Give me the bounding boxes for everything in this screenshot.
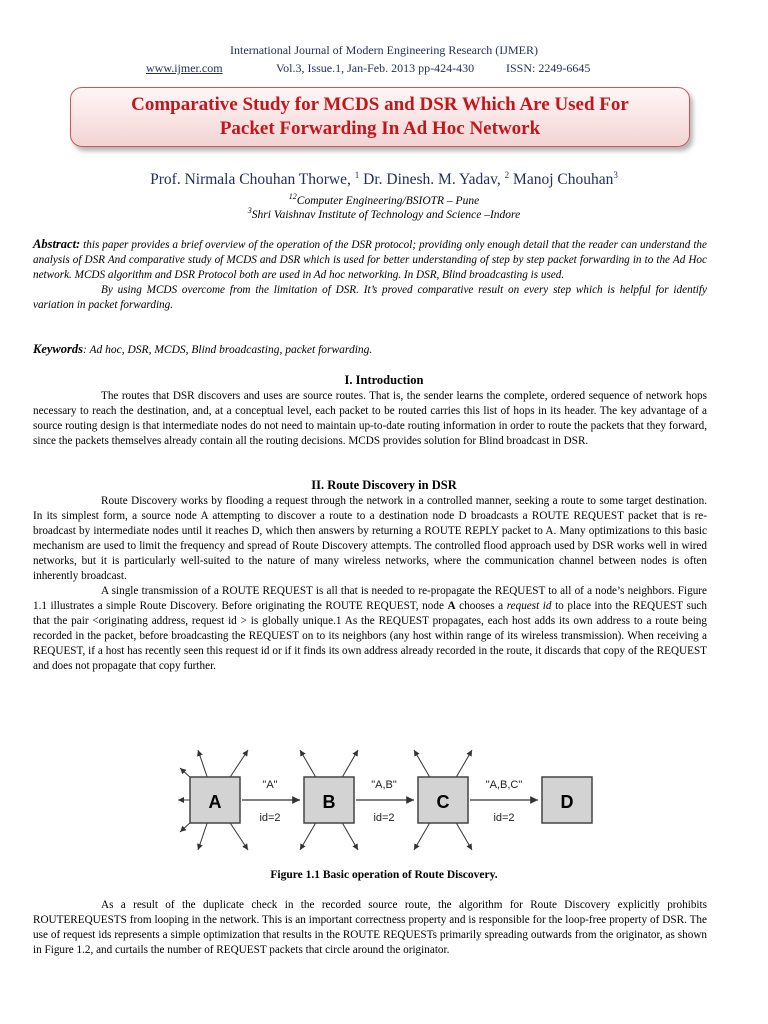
author-3-affil-mark: 3 bbox=[613, 170, 618, 180]
paper-title-line-1: Comparative Study for MCDS and DSR Which Are Used For bbox=[131, 94, 629, 115]
paper-title-line-2: Packet Forwarding In Ad Hoc Network bbox=[219, 118, 541, 139]
journal-url-link[interactable]: www.ijmer.com bbox=[146, 61, 223, 75]
affiliation-2-text: Shri Vaishnav Institute of Technology and Science –Indore bbox=[251, 208, 521, 221]
request-id-label-2: id=2 bbox=[373, 812, 395, 824]
keywords-label: Keywords bbox=[33, 342, 83, 356]
p2-text-e: to place into the REQUEST such that the pair <originating address, request id > is globally unique.1 As the REQUEST propagates, each host adds its own address to a route being recorded in the packet, before broadcasting the REQUEST on to its neighbors (any host within range of its wireless transmission). When receiving a REQUEST, if a host has recently seen this request id or if it finds its own address already recorded in the route, it discards that copy of the REQUEST and does not propagate that copy further. bbox=[33, 600, 707, 672]
node-a bbox=[190, 777, 240, 823]
affiliation-1-mark: 12 bbox=[288, 192, 297, 201]
abstract bbox=[33, 237, 707, 313]
abstract-paragraph-2: By using MCDS overcome from the limitation of DSR. It’s proved comparative result on every step which is helpful for identify variation in packet forwarding. bbox=[33, 284, 707, 311]
route-label-3: "A,B,C" bbox=[485, 779, 523, 791]
journal-issn: ISSN: 2249-6645 bbox=[506, 61, 591, 75]
node-a-label: A bbox=[208, 792, 222, 812]
closing-paragraph: As a result of the duplicate check in the recorded source route, the algorithm for Route Discovery explicitly prohibits ROUTEREQUESTS from looping in the network. This is an important correctness property and is responsible for the loop-free property of DSR. The use of request ids represents a simple optimization that results in the ROUTE REQUESTs primarily spreading outwards from the originator, as shown in Figure 1.2, and curtails the number of REQUEST packets that circle around the originator. bbox=[33, 899, 707, 956]
paper-title-box bbox=[70, 87, 690, 147]
p2-node-a: A bbox=[447, 600, 456, 612]
node-c bbox=[418, 777, 468, 823]
keywords-text: : Ad hoc, DSR, MCDS, Blind broadcasting, packet forwarding. bbox=[83, 344, 373, 356]
p2-text-a: A single transmission of a ROUTE REQUEST is all that is needed to re-propagate the REQUEST to all of a node’s neighbors. Figure 1.1 illustrates a simple Route Discovery. Before originating the ROUTE REQUEST, node bbox=[33, 585, 707, 612]
introduction-paragraph: The routes that DSR discovers and uses are source routes. That is, the sender learns the complete, ordered sequence of network hops necessary to reach the destination, and, at a conceptual level, each packet to be routed carries this list of hops in its header. The key advantage of a source routing design is that intermediate nodes do not need to maintain up-to-date routing information in order to route the packets that they forward, since the packets themselves already contain all the routing decisions. MCDS provides solution for Blind broadcast in DSR. bbox=[33, 390, 707, 447]
p2-request-id: request id bbox=[506, 600, 552, 612]
section-heading-introduction: I. Introduction bbox=[344, 373, 424, 387]
node-d bbox=[542, 777, 592, 823]
affiliation-1 bbox=[0, 192, 768, 207]
p2-text-c: chooses a bbox=[455, 600, 507, 612]
keywords bbox=[33, 342, 372, 357]
abstract-label: Abstract: bbox=[33, 237, 81, 251]
node-b bbox=[304, 777, 354, 823]
route-label-1: "A" bbox=[262, 779, 278, 791]
route-discovery-diagram bbox=[160, 738, 600, 858]
journal-volume: Vol.3, Issue.1, Jan-Feb. 2013 pp-424-430 bbox=[276, 61, 475, 75]
node-c-label: C bbox=[436, 792, 450, 812]
author-list bbox=[0, 170, 768, 189]
route-discovery-body bbox=[33, 494, 707, 674]
request-id-label-3: id=2 bbox=[493, 812, 515, 824]
route-discovery-paragraph-2 bbox=[33, 584, 707, 674]
route-discovery-paragraph-1: Route Discovery works by flooding a request through the network in a controlled manner, seeking a route to some target destination. In its simplest form, a source node A attempting to discover a route to a destination node D broadcasts a ROUTE REQUEST packet that is re-broadcast by intermediate nodes until it reaches D, which then answers by returning a ROUTE REPLY packet to A. Many optimizations to this basic mechanism are used to limit the frequency and spread of Route Discovery attempts. The controlled flood approach used by DSR works well in wired networks, but it is particularly well-suited to the nature of many wireless networks, where the communication channel between nodes is often inherently broadcast. bbox=[33, 495, 707, 582]
journal-name: International Journal of Modern Engineering Research (IJMER) bbox=[230, 43, 538, 57]
route-label-2: "A,B" bbox=[371, 779, 397, 791]
node-b-label: B bbox=[322, 792, 336, 812]
node-d-label: D bbox=[560, 792, 574, 812]
author-2-affil-mark: 2 bbox=[504, 170, 510, 180]
section-heading-route-discovery: II. Route Discovery in DSR bbox=[311, 478, 457, 492]
author-1: Prof. Nirmala Chouhan Thorwe, bbox=[150, 171, 351, 189]
author-2: Dr. Dinesh. M. Yadav, bbox=[359, 171, 501, 189]
request-id-label-1: id=2 bbox=[259, 812, 281, 824]
author-3: Manoj Chouhan bbox=[509, 171, 614, 189]
figure-caption: Figure 1.1 Basic operation of Route Discovery. bbox=[270, 869, 498, 881]
introduction-body bbox=[33, 389, 707, 449]
affiliation-2-mark: 3 bbox=[247, 206, 252, 215]
abstract-text: this paper provides a brief overview of the operation of the DSR protocol; providing only enough detail that the reader can understand the analysis of DSR And comparative study of MCDS and DSR which is used for better understanding of step by step packet forwarding in to the Ad Hoc network. MCDS algorithm and DSR Protocol both are used in Ad hoc networking. In DSR, Blind broadcasting is used. bbox=[33, 239, 707, 281]
affiliation-2 bbox=[0, 206, 768, 221]
affiliation-1-text: Computer Engineering/BSIOTR – Pune bbox=[296, 194, 480, 207]
closing-body bbox=[33, 898, 707, 958]
author-1-affil-mark: 1 bbox=[354, 170, 360, 180]
